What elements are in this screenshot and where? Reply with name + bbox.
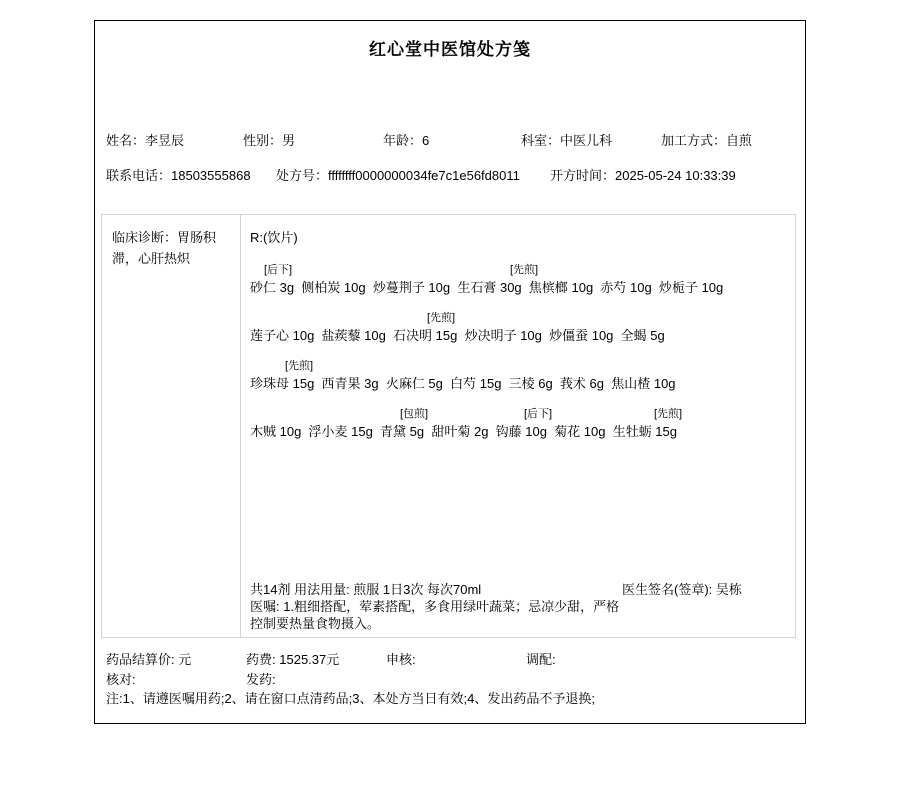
settlement-price-label: 药品结算价: — [106, 652, 175, 667]
clinical-diagnosis-value: 胃肠积滞，心肝热炽 — [112, 230, 217, 266]
medicine-text: 珍珠母 15g 西青果 3g 火麻仁 5g 白芍 15g 三棱 6g 莪术 6g 焦山楂 10g — [250, 376, 676, 391]
dispense-field: 调配: — [526, 652, 556, 667]
decoction-annotation-row — [250, 260, 787, 277]
decoction-annotation: [先煎] — [427, 312, 456, 324]
decoction-annotation: [后下] — [264, 264, 293, 276]
settlement-price-value: 元 — [178, 652, 192, 667]
check-field: 核对: — [106, 672, 136, 687]
medicine-fee — [246, 649, 339, 668]
decoction-annotation: [先煎] — [285, 360, 314, 372]
prescription-time-label: 开方时间： — [550, 168, 616, 183]
prescription-number — [276, 167, 520, 185]
medicine-fee-label: 药费: — [246, 652, 276, 667]
medicine-fee-value: 1525.37元 — [279, 652, 340, 667]
medicine-text: 莲子心 10g 盐蒺藜 10g 石决明 15g 炒决明子 10g 炒僵蚕 10g 全蝎 5g — [250, 328, 665, 343]
decoction-annotation: [先煎] — [510, 264, 539, 276]
medicine-line — [250, 308, 787, 356]
rx-header: R:(饮片) — [250, 230, 298, 245]
medicine-line — [250, 356, 787, 404]
processing-method-label: 加工方式： — [661, 133, 727, 148]
medicine-lines — [250, 260, 787, 452]
decoction-annotation: [包煎] — [400, 408, 429, 420]
patient-age-value: 6 — [422, 133, 430, 148]
prescription-time-value: 2025-05-24 10:33:39 — [615, 168, 736, 183]
prescription-sheet — [94, 20, 806, 724]
patient-phone — [106, 167, 251, 185]
patient-phone-label: 联系电话： — [106, 168, 172, 183]
prescription-time — [550, 167, 736, 185]
processing-method — [661, 132, 752, 150]
review-field: 申核: — [386, 652, 416, 667]
decoction-annotation: [先煎] — [654, 408, 683, 420]
patient-gender-value: 男 — [282, 133, 296, 148]
decoction-annotation-row — [250, 308, 787, 325]
clinical-diagnosis — [112, 227, 232, 269]
patient-gender — [243, 132, 295, 150]
medicine-text: 木贼 10g 浮小麦 15g 青黛 5g 甜叶菊 2g 钩藤 10g 菊花 10g 生牡蛎 15g — [250, 424, 677, 439]
patient-gender-label: 性别： — [243, 133, 283, 148]
patient-name-value: 李昱辰 — [145, 133, 185, 148]
patient-name — [106, 132, 184, 150]
patient-name-label: 姓名： — [106, 133, 146, 148]
page-title: 红心堂中医馆处方笺 — [369, 40, 531, 59]
decoction-annotation-row — [250, 404, 787, 421]
patient-department-label: 科室： — [521, 133, 561, 148]
medicine-text: 砂仁 3g 侧柏炭 10g 炒蔓荆子 10g 生石膏 30g 焦槟榔 10g 赤芍 10g 炒栀子 10g — [250, 280, 724, 295]
patient-phone-value: 18503555868 — [171, 168, 251, 183]
dosage-usage: 共14剂 用法用量: 煎服 1日3次 每次70ml — [250, 582, 482, 597]
decoction-annotation-row — [250, 356, 787, 373]
prescription-number-label: 处方号： — [276, 168, 329, 183]
footer-note: 注:1、请遵医嘱用药;2、请在窗口点清药品;3、本处方当日有效;4、发出药品不予退换; — [106, 691, 595, 706]
processing-method-value: 自煎 — [726, 133, 753, 148]
decoction-annotation: [后下] — [524, 408, 553, 420]
patient-department-value: 中医儿科 — [560, 133, 613, 148]
patient-age — [383, 132, 429, 150]
settlement-price — [106, 649, 191, 668]
column-divider — [240, 215, 241, 637]
prescription-number-value: ffffffff0000000034fe7c1e56fd8011 — [328, 168, 520, 183]
issue-field: 发药: — [246, 672, 276, 687]
patient-age-label: 年龄： — [383, 133, 423, 148]
prescription-body-box — [101, 214, 796, 638]
medicine-line — [250, 404, 787, 452]
medical-advice-line1: 医嘱: 1.粗细搭配，荤素搭配，多食用绿叶蔬菜；忌凉少甜，严格 — [250, 599, 620, 614]
doctor-signature: 医生签名(签章): 吴栋 — [622, 582, 742, 597]
medical-advice-line2: 控制要热量食物摄入。 — [250, 616, 381, 631]
clinical-diagnosis-label: 临床诊断： — [112, 230, 178, 245]
patient-department — [521, 132, 612, 150]
medicine-line — [250, 260, 787, 308]
